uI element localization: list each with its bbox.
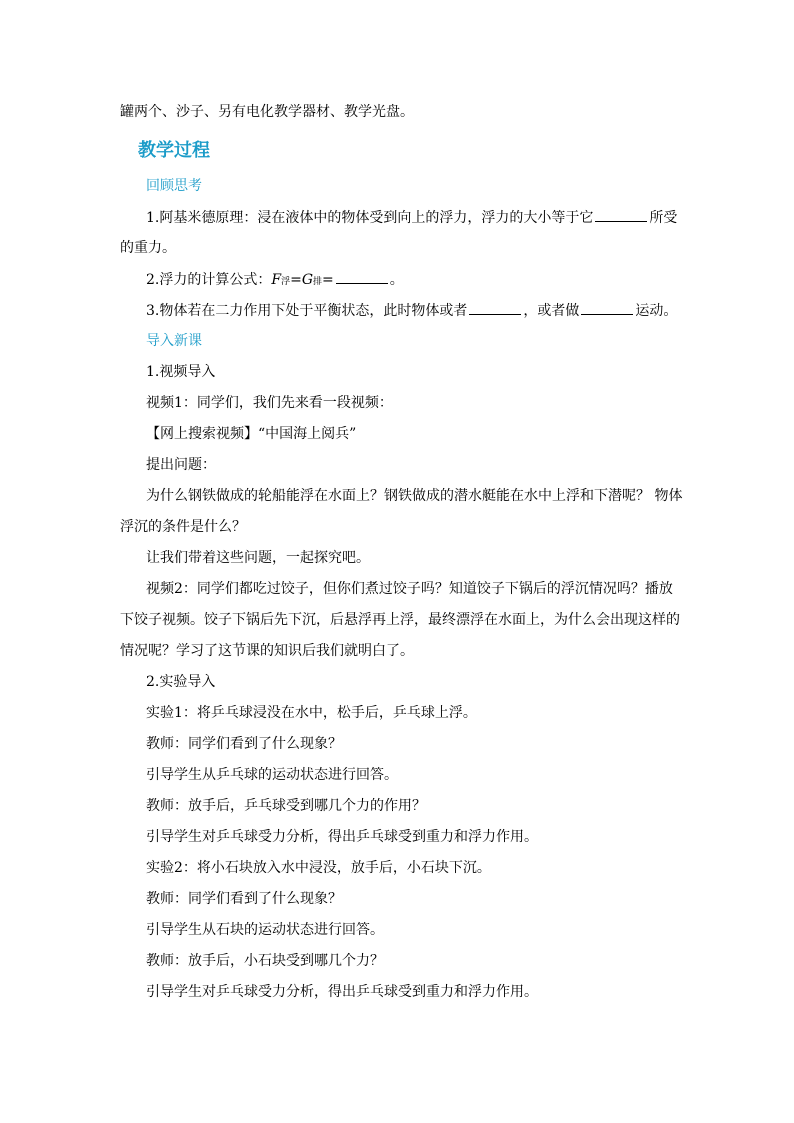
intro-search: 【网上搜索视频】“中国海上阅兵” <box>146 426 357 442</box>
guide-3: 引导学生从石块的运动状态进行回答。 <box>146 922 384 938</box>
guide-1: 引导学生从乒乓球的运动状态进行回答。 <box>146 767 398 783</box>
teacher-q2: 教师：放手后，乒乓球受到哪几个力的作用？ <box>146 798 426 814</box>
review-q3 <box>146 300 677 321</box>
review-q3-end: 运动。 <box>635 303 678 319</box>
guide-2: 引导学生对乒乓球受力分析，得出乒乓球受到重力和浮力作用。 <box>146 829 538 845</box>
teacher-q4: 教师：放手后，小石块受到哪几个力？ <box>146 953 384 969</box>
intro-v2-line1: 视频2：同学们都吃过饺子，但你们煮过饺子吗？知道饺子下锅后的浮沉情况吗？播放 <box>146 581 673 597</box>
intro-ask: 提出问题： <box>146 457 216 473</box>
intro-v1: 视频1：同学们，我们先来看一段视频： <box>146 395 393 411</box>
review-q3-text: 3.物体若在二力作用下处于平衡状态，此时物体或者 <box>146 303 468 319</box>
review-q2 <box>146 269 404 292</box>
answer-blank-4 <box>581 300 633 315</box>
answer-blank-1 <box>595 207 647 222</box>
teacher-q1: 教师：同学们看到了什么现象？ <box>146 736 342 752</box>
review-q3-mid: ，或者做 <box>523 303 580 319</box>
answer-blank-2 <box>336 269 388 284</box>
section-heading: 教学过程 <box>138 140 210 161</box>
intro-question-line1: 为什么钢铁做成的轮船能浮在水面上？钢铁做成的潜水艇能在水中上浮和下潜呢？ 物体 <box>146 488 683 504</box>
intro-question-line2: 浮沉的条件是什么？ <box>120 519 246 535</box>
formula-eq2: = <box>322 272 334 288</box>
intro-s2: 2.实验导入 <box>146 674 216 690</box>
intro-title: 导入新课 <box>146 333 202 349</box>
formula-g-sub: 排 <box>313 277 323 287</box>
review-q1-text: 1.阿基米德原理：浸在液体中的物体受到向上的浮力，浮力的大小等于它 <box>146 210 594 226</box>
review-q1-suffix: 所受 <box>649 210 678 226</box>
review-q1-line2: 的重力。 <box>120 240 176 256</box>
answer-blank-3 <box>469 300 521 315</box>
formula-eq1: = <box>290 272 302 288</box>
intro-s1: 1.视频导入 <box>146 364 216 380</box>
intro-v2-line2: 下饺子视频。饺子下锅后先下沉，后悬浮再上浮，最终漂浮在水面上，为什么会出现这样的 <box>120 612 680 628</box>
materials-text: 罐两个、沙子、另有电化教学器材、教学光盘。 <box>120 104 414 120</box>
review-q2-text: 2.浮力的计算公式： <box>146 272 272 288</box>
guide-4: 引导学生对乒乓球受力分析，得出乒乓球受到重力和浮力作用。 <box>146 984 538 1000</box>
formula-f-sub: 浮 <box>281 277 291 287</box>
intro-v2-line3: 情况呢？学习了这节课的知识后我们就明白了。 <box>120 643 414 659</box>
formula-g: G <box>301 272 314 288</box>
experiment-2: 实验2：将小石块放入水中浸没，放手后，小石块下沉。 <box>146 860 491 876</box>
review-q1-line1 <box>146 207 677 228</box>
review-q2-end: 。 <box>389 272 404 288</box>
experiment-1: 实验1：将乒乓球浸没在水中，松手后，乒乓球上浮。 <box>146 705 477 721</box>
teacher-q3: 教师：同学们看到了什么现象？ <box>146 891 342 907</box>
formula-f: F <box>271 272 282 288</box>
intro-explore: 让我们带着这些问题，一起探究吧。 <box>146 550 370 566</box>
review-title: 回顾思考 <box>146 178 202 194</box>
